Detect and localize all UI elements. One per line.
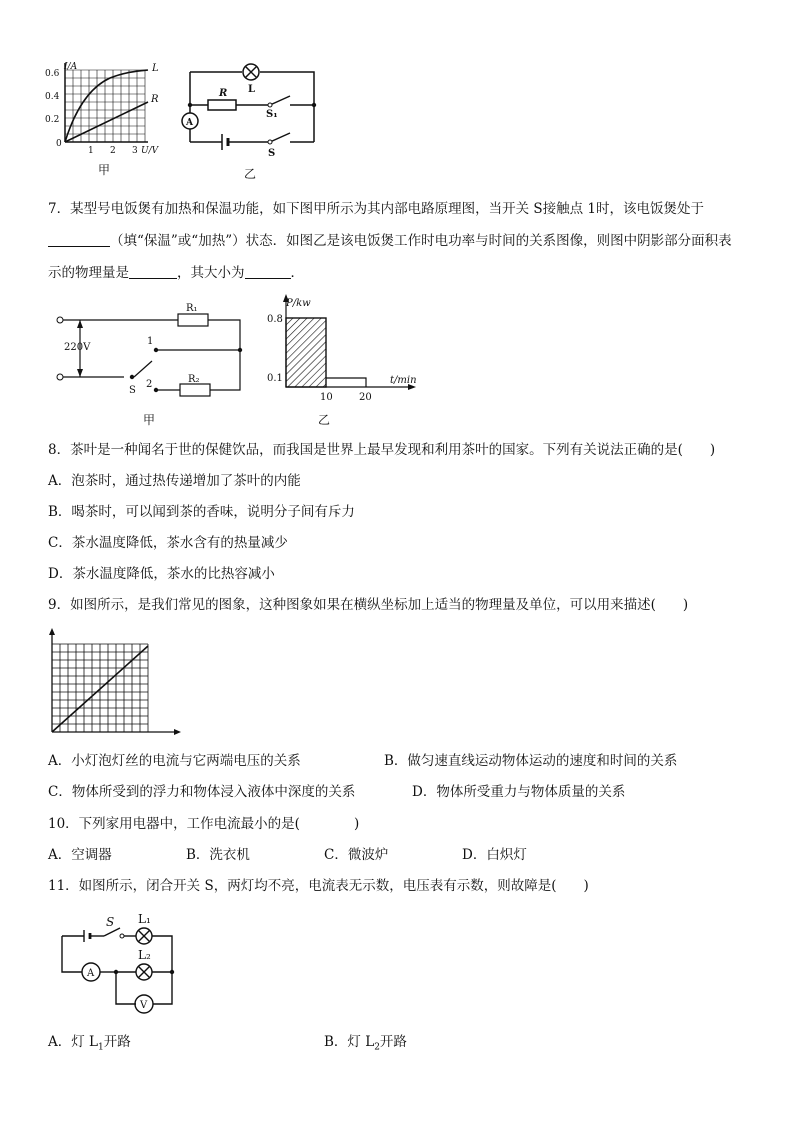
q7-line2-text: （填“保温”或“加热”）状态．如图乙是该电饭煲工作时电功率与时间的关系图像，则图中阴影部分面积表 xyxy=(110,233,732,249)
q10-option-a[interactable]: A．空调器 xyxy=(48,847,112,863)
x-axis-label: U/V xyxy=(141,146,159,156)
q8-stem: 8．茶叶是一种闻名于世的保健饮品，而我国是世界上最早发现和利用茶叶的国家。下列有关说法正确的是( ) xyxy=(48,442,716,458)
q8-option-a[interactable]: A．泡茶时，通过热传递增加了茶叶的内能 xyxy=(48,473,301,489)
voltage-label: 220V xyxy=(64,342,91,353)
q9-option-c[interactable]: C．物体所受到的浮力和物体浸入液体中深度的关系 xyxy=(48,784,356,800)
q10-option-d[interactable]: D．白炽灯 xyxy=(462,847,527,863)
q7-caption-right: 乙 xyxy=(318,413,331,427)
figure6-iu-graph xyxy=(40,58,160,177)
q11-option-a[interactable]: A．灯 $L_1$开路 xyxy=(48,1034,131,1053)
q7-blank1[interactable] xyxy=(48,232,110,247)
voltmeter-label: V xyxy=(140,1000,148,1011)
q10-stem: 10．下列家用电器中，工作电流最小的是( ) xyxy=(48,816,360,832)
x-tick: 1 xyxy=(88,146,94,156)
y-axis-label: I/A xyxy=(64,62,78,72)
q10-option-c[interactable]: C．微波炉 xyxy=(324,847,389,863)
p-tick: 0.8 xyxy=(267,314,283,325)
y-tick: 0 xyxy=(56,139,62,149)
q9-stem: 9．如图所示，是我们常见的图象，这种图象如果在横纵坐标加上适当的物理量及单位，可以用来描述( ) xyxy=(48,597,689,613)
r1-label: R₁ xyxy=(186,303,198,314)
q7-caption-left: 甲 xyxy=(143,413,156,427)
q11-stem: 11．如图所示，闭合开关 S，两灯均不亮，电流表无示数，电压表有示数，则故障是( ) xyxy=(48,878,589,894)
lamp-label: L xyxy=(248,84,256,95)
q9-option-b[interactable]: B．做匀速直线运动物体运动的速度和时间的关系 xyxy=(384,753,678,769)
q7-blank3[interactable] xyxy=(245,264,291,279)
q8-option-d[interactable]: D．茶水温度降低，茶水的比热容减小 xyxy=(48,566,275,582)
figure6-caption-left: 甲 xyxy=(98,163,111,177)
ammeter-label: A xyxy=(87,968,95,979)
q9-option-d[interactable]: D．物体所受重力与物体质量的关系 xyxy=(412,784,626,800)
q7-line3-end: ． xyxy=(290,265,304,281)
p-axis-label: P/kw xyxy=(286,298,311,309)
y-tick: 0.6 xyxy=(45,69,60,79)
curve-l-label: L xyxy=(152,63,159,74)
curve-r xyxy=(65,102,148,142)
q7-power-time-graph xyxy=(262,292,422,427)
q8-option-c[interactable]: C．茶水温度降低，茶水含有的热量减少 xyxy=(48,535,288,551)
q7-blank2[interactable] xyxy=(129,264,177,279)
q11-option-b[interactable]: B．灯 $L_2$开路 xyxy=(324,1034,407,1053)
q7-line3-mid: ，其大小为 xyxy=(177,265,245,281)
contact2-label: 2 xyxy=(146,379,153,390)
q10-option-b[interactable]: B．洗衣机 xyxy=(186,847,250,863)
switch2-label: S xyxy=(268,148,276,159)
q9-option-a[interactable]: A．小灯泡灯丝的电流与它两端电压的关系 xyxy=(48,753,301,769)
switch-label: S xyxy=(106,915,115,929)
q7-line2 xyxy=(48,232,732,250)
q7-circuit-figure xyxy=(46,298,256,428)
t-tick: 20 xyxy=(359,392,372,403)
curve-r-label: R xyxy=(151,94,159,105)
switch-label: S xyxy=(129,385,136,396)
curve-l xyxy=(65,70,148,142)
q11-circuit-figure xyxy=(58,906,198,1026)
x-tick: 2 xyxy=(110,146,116,156)
shaded-area xyxy=(286,318,326,387)
figure6-circuit xyxy=(178,58,328,183)
t-tick: 10 xyxy=(320,392,333,403)
resistor-label: R xyxy=(219,88,228,99)
figure6-caption-right: 乙 xyxy=(244,167,257,181)
ammeter-label: A xyxy=(186,118,193,128)
q8-option-b[interactable]: B．喝茶时，可以闻到茶的香味，说明分子间有斥力 xyxy=(48,504,355,520)
y-tick: 0.2 xyxy=(45,115,60,125)
y-tick: 0.4 xyxy=(45,92,60,102)
q7-line3 xyxy=(48,264,304,282)
r2-label: R₂ xyxy=(188,374,200,385)
lamp1-label: L₁ xyxy=(138,912,151,926)
lamp2-label: L₂ xyxy=(138,948,151,962)
x-tick: 3 xyxy=(132,146,138,156)
contact1-label: 1 xyxy=(147,336,154,347)
t-axis-label: t/min xyxy=(390,375,417,386)
q9-linear-graph xyxy=(44,628,184,740)
q7-line3-prefix: 示的物理量是 xyxy=(48,265,129,281)
p-tick: 0.1 xyxy=(267,373,283,384)
switch1-label: S₁ xyxy=(266,109,278,120)
q7-line1: 7．某型号电饭煲有加热和保温功能，如下图甲所示为其内部电路原理图，当开关 S接触点 1时，该电饭煲处于 xyxy=(48,201,705,217)
